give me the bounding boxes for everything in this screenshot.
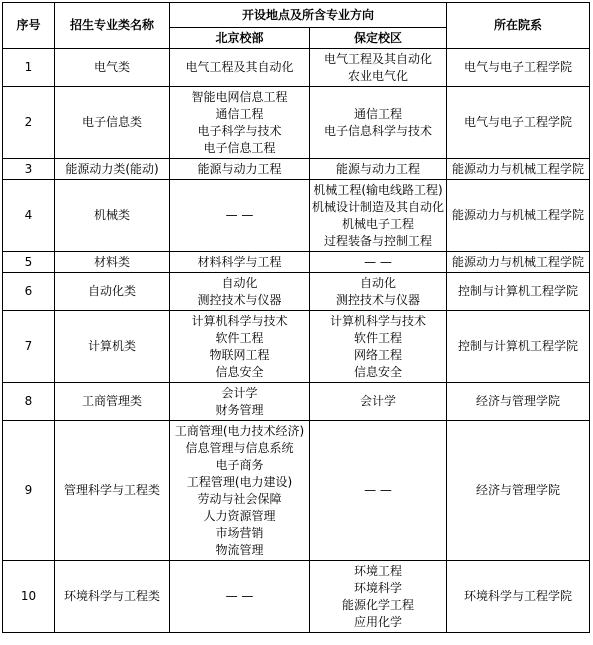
specialty-item: 工程管理(电力建设)	[186, 474, 293, 489]
header-no: 序号	[3, 3, 55, 49]
specialty-item: 自动化	[360, 275, 397, 290]
row-no-cell: 9	[3, 421, 55, 561]
baoding-majors-cell	[310, 383, 447, 421]
specialty-item: 过程装备与控制工程	[324, 233, 433, 248]
school-cell: 能源动力与机械工程学院	[447, 180, 590, 252]
major-category-cell: 能源动力类(能动)	[55, 159, 170, 180]
school-cell: 控制与计算机工程学院	[447, 273, 590, 311]
table-container	[2, 2, 590, 633]
school-cell: 电气与电子工程学院	[447, 87, 590, 159]
header-major: 招生专业类名称	[55, 3, 170, 49]
specialty-item: 人力资源管理	[203, 508, 276, 523]
major-category-cell: 电气类	[55, 49, 170, 87]
row-no-cell: 10	[3, 561, 55, 633]
school-cell: 电气与电子工程学院	[447, 49, 590, 87]
baoding-majors-cell	[310, 311, 447, 383]
specialty-item: 能源化学工程	[342, 597, 415, 612]
specialty-item: 能源与动力工程	[336, 161, 421, 176]
major-category-cell: 计算机类	[55, 311, 170, 383]
school-cell: 经济与管理学院	[447, 383, 590, 421]
header-baoding: 保定校区	[310, 28, 447, 49]
row-no-cell: 8	[3, 383, 55, 421]
specialty-item: 计算机科学与技术	[191, 313, 288, 328]
specialty-item: 会计学	[221, 385, 258, 400]
specialty-item: 材料科学与工程	[197, 254, 282, 269]
baoding-majors-cell	[310, 421, 447, 561]
school-cell: 能源动力与机械工程学院	[447, 252, 590, 273]
header-location: 开设地点及所含专业方向	[170, 3, 447, 28]
specialty-item: — —	[225, 589, 254, 603]
specialty-item: — —	[364, 254, 392, 269]
specialty-item: 环境工程	[354, 563, 403, 578]
school-cell: 经济与管理学院	[447, 421, 590, 561]
major-category-cell: 工商管理类	[55, 383, 170, 421]
major-category-cell: 电子信息类	[55, 87, 170, 159]
specialty-item: 网络工程	[354, 347, 403, 362]
major-category-cell: 材料类	[55, 252, 170, 273]
specialty-item: 信息管理与信息系统	[185, 440, 294, 455]
baoding-majors-cell	[310, 180, 447, 252]
specialty-item: 电子科学与技术	[197, 123, 282, 138]
table-row	[3, 273, 590, 311]
baoding-majors-cell	[310, 159, 447, 180]
specialty-item: 软件工程	[215, 330, 264, 345]
specialty-item: — —	[364, 483, 392, 497]
baoding-majors-cell	[310, 252, 447, 273]
beijing-majors-cell	[170, 159, 310, 180]
specialty-item: 电子信息科学与技术	[324, 123, 433, 138]
baoding-majors-cell	[310, 561, 447, 633]
specialty-item: 应用化学	[354, 614, 403, 629]
specialty-item: 能源与动力工程	[197, 161, 282, 176]
school-cell: 控制与计算机工程学院	[447, 311, 590, 383]
table-row	[3, 383, 590, 421]
baoding-majors-cell	[310, 87, 447, 159]
header-row	[3, 3, 590, 28]
specialty-item: 信息安全	[215, 364, 264, 379]
major-category-cell: 自动化类	[55, 273, 170, 311]
row-no-cell: 7	[3, 311, 55, 383]
specialty-item: 环境科学	[354, 580, 403, 595]
header-beijing: 北京校部	[170, 28, 310, 49]
beijing-majors-cell	[170, 311, 310, 383]
beijing-majors-cell	[170, 180, 310, 252]
specialty-item: 测控技术与仪器	[336, 292, 421, 307]
specialty-item: 工商管理(电力技术经济)	[174, 423, 305, 438]
specialty-item: 智能电网信息工程	[191, 89, 288, 104]
row-no-cell: 1	[3, 49, 55, 87]
specialty-item: 软件工程	[354, 330, 403, 345]
beijing-majors-cell	[170, 87, 310, 159]
table-row	[3, 87, 590, 159]
major-category-cell: 机械类	[55, 180, 170, 252]
specialty-item: 通信工程	[215, 106, 264, 121]
specialty-item: 农业电气化	[348, 68, 409, 83]
specialty-item: 物流管理	[215, 542, 264, 557]
table-row	[3, 421, 590, 561]
specialty-item: 电气工程及其自动化	[185, 60, 294, 74]
specialty-item: 劳动与社会保障	[197, 491, 282, 506]
specialty-item: 电气工程及其自动化	[324, 51, 433, 66]
major-category-cell: 管理科学与工程类	[55, 421, 170, 561]
specialty-item: 机械工程(输电线路工程)	[313, 182, 443, 197]
specialty-item: 会计学	[360, 394, 397, 408]
school-cell: 能源动力与机械工程学院	[447, 159, 590, 180]
specialty-item: 自动化	[221, 275, 258, 290]
enrollment-table	[2, 2, 590, 633]
table-body	[3, 49, 590, 633]
row-no-cell: 4	[3, 180, 55, 252]
specialty-item: 测控技术与仪器	[197, 292, 282, 307]
specialty-item: 市场营销	[215, 525, 264, 540]
baoding-majors-cell	[310, 49, 447, 87]
major-category-cell: 环境科学与工程类	[55, 561, 170, 633]
baoding-majors-cell	[310, 273, 447, 311]
specialty-item: 机械设计制造及其自动化	[312, 199, 445, 214]
row-no-cell: 6	[3, 273, 55, 311]
specialty-item: 计算机科学与技术	[330, 313, 427, 328]
table-row	[3, 311, 590, 383]
table-row	[3, 180, 590, 252]
header-school: 所在院系	[447, 3, 590, 49]
beijing-majors-cell	[170, 561, 310, 633]
table-row	[3, 561, 590, 633]
specialty-item: 机械电子工程	[342, 216, 415, 231]
school-cell: 环境科学与工程学院	[447, 561, 590, 633]
specialty-item: 电子商务	[215, 457, 264, 472]
specialty-item: — —	[225, 208, 254, 222]
beijing-majors-cell	[170, 383, 310, 421]
beijing-majors-cell	[170, 252, 310, 273]
row-no-cell: 2	[3, 87, 55, 159]
table-row	[3, 49, 590, 87]
specialty-item: 财务管理	[215, 402, 264, 417]
table-row	[3, 252, 590, 273]
table-row	[3, 159, 590, 180]
specialty-item: 信息安全	[354, 364, 403, 379]
row-no-cell: 5	[3, 252, 55, 273]
beijing-majors-cell	[170, 421, 310, 561]
specialty-item: 电子信息工程	[203, 140, 276, 155]
specialty-item: 通信工程	[354, 106, 403, 121]
beijing-majors-cell	[170, 273, 310, 311]
row-no-cell: 3	[3, 159, 55, 180]
specialty-item: 物联网工程	[209, 347, 270, 362]
beijing-majors-cell	[170, 49, 310, 87]
